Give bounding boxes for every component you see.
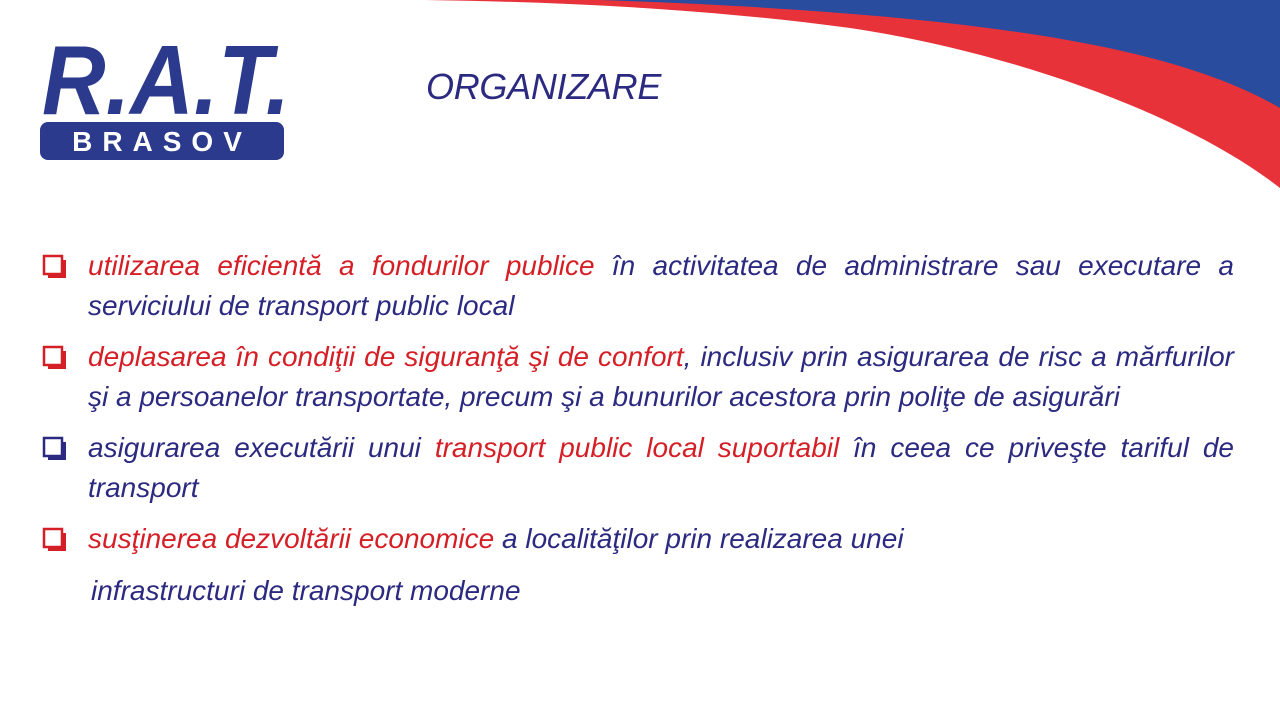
bullet-list — [40, 246, 1234, 611]
bullet-text: în ceea ce priveşte tariful de transport — [88, 432, 1234, 503]
rat-brasov-logo — [38, 28, 296, 162]
highlighted-text: deplasarea în condiţii de siguranţă şi de confort — [88, 341, 684, 372]
checkbox-bullet-icon — [42, 436, 68, 462]
slide-title: ORGANIZARE — [426, 66, 662, 107]
logo-sub-text: BRASOV — [72, 126, 252, 157]
highlighted-text: utilizarea eficientă a fondurilor publice — [88, 250, 595, 281]
bullet-item — [40, 428, 1234, 508]
highlighted-text: transport public local suportabil — [434, 432, 840, 463]
bullet-text: , inclusiv prin asigurarea de risc a mărfurilor şi a persoanelor transportate, precum şi a bunurilor acestora prin poliţe de asigurări — [88, 341, 1234, 412]
logo-main-text: R.A.T. — [42, 28, 290, 135]
bullet-continuation-text: infrastructuri de transport moderne — [91, 575, 521, 606]
highlighted-text: susţinerea dezvoltării economice — [88, 523, 495, 554]
bullet-item — [40, 337, 1234, 417]
bullet-text: a localităţilor prin realizarea unei — [494, 523, 904, 554]
checkbox-bullet-icon — [42, 527, 68, 553]
bullet-item — [40, 519, 1234, 611]
checkbox-bullet-icon — [42, 345, 68, 371]
bullet-text: în activitatea de administrare sau executare a serviciului de transport public local — [88, 250, 1234, 321]
bullet-text: asigurarea executării unui — [88, 432, 435, 463]
bullet-item — [40, 246, 1234, 326]
checkbox-bullet-icon — [42, 254, 68, 280]
